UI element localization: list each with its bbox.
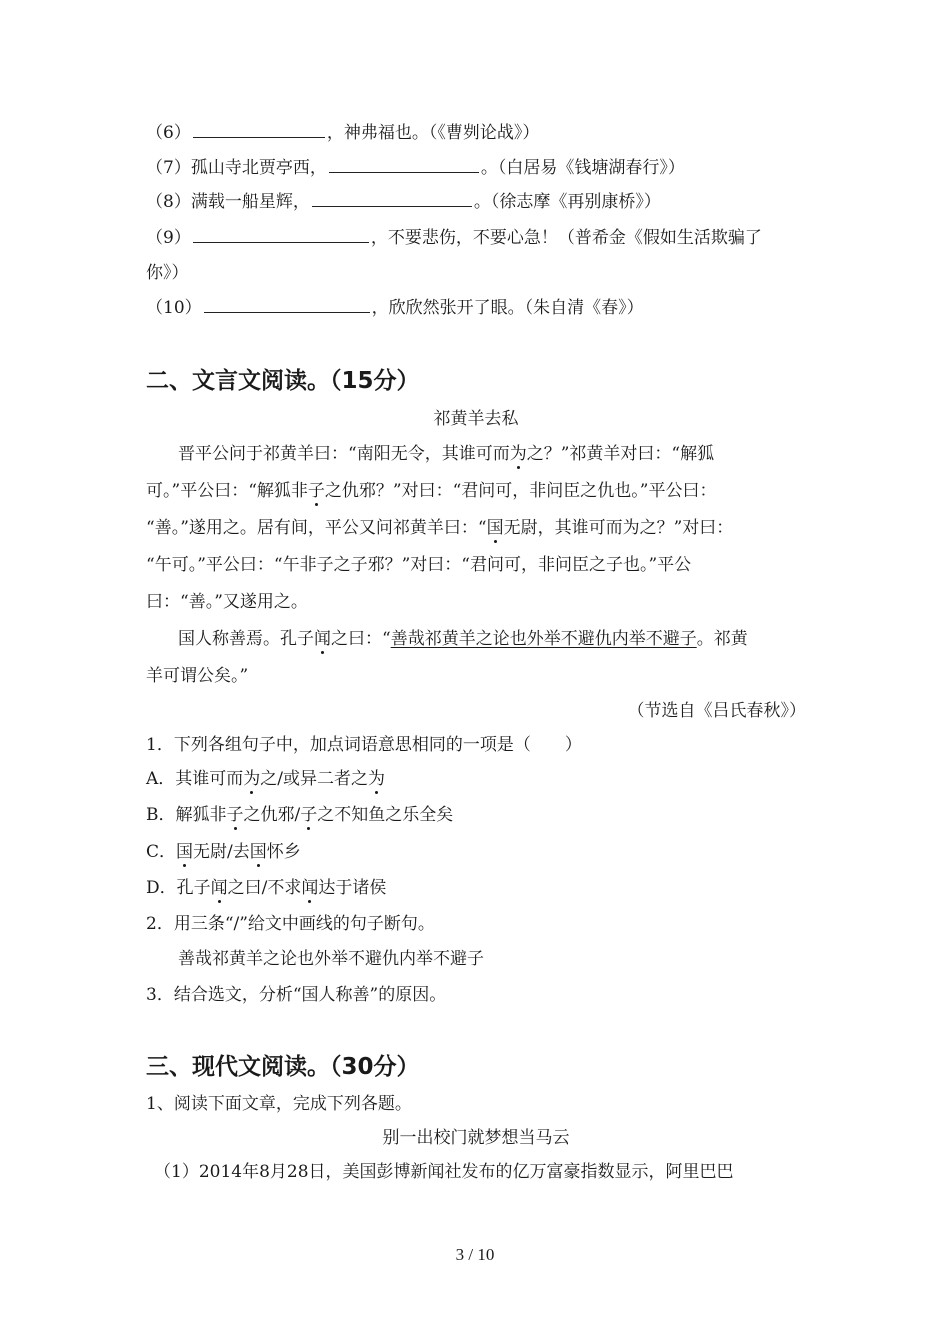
passage-line: “善。”遂用之。居有间，平公又问祁黄羊曰：“国无尉，其谁可而为之？”对曰： (146, 518, 734, 538)
passage-line: 羊可谓公矣。” (146, 666, 249, 686)
passage-line: “午可。”平公曰：“午非子之子邪？”对曰：“君问可，非问臣之子也。”平公 (146, 555, 692, 575)
section-heading: 三、现代文阅读。（30分） (146, 1054, 420, 1080)
item-text: 你》） (146, 263, 189, 283)
item-text: 。（白居易《钱塘湖春行》） (480, 158, 685, 178)
fill-item-10 (146, 296, 644, 320)
passage-title: 祁黄羊去私 (433, 409, 519, 429)
passage-line: 曰：“善。”又遂用之。 (146, 592, 308, 612)
passage-source: （节选自《吕氏春秋》） (627, 701, 806, 721)
answer-blank[interactable] (204, 296, 370, 313)
option-a[interactable]: A．其谁可而为之/或异二者之为 (146, 769, 386, 789)
answer-blank[interactable] (193, 121, 325, 138)
fill-item-6 (146, 121, 539, 145)
passage-line: 国人称善焉。孔子闻之曰：“善哉祁黄羊之论也外举不避仇内举不避子。祁黄 (178, 629, 748, 649)
section-intro: 1、阅读下面文章，完成下列各题。 (146, 1094, 412, 1114)
passage-line: 晋平公问于祁黄羊曰：“南阳无令，其谁可而为之？”祁黄羊对曰：“解狐 (178, 444, 715, 464)
question-3: 3．结合选文，分析“国人称善”的原因。 (146, 985, 447, 1005)
underlined-sentence: 善哉祁黄羊之论也外举不避仇内举不避子 (390, 629, 697, 649)
question-2: 2．用三条“/”给文中画线的句子断句。 (146, 914, 435, 934)
question-1: 1．下列各组句子中，加点词语意思相同的一项是（ ） (146, 735, 582, 755)
item-number: （8） (146, 192, 191, 212)
option-d[interactable]: D．孔子闻之曰/不求闻达于诸侯 (146, 878, 387, 898)
answer-blank[interactable] (312, 190, 472, 207)
page-number: 3 / 10 (455, 1245, 495, 1264)
option-b[interactable]: B．解狐非子之仇邪/子之不知鱼之乐全矣 (146, 805, 454, 825)
item-number: （6） (146, 123, 191, 143)
item-number: （9） (146, 228, 191, 248)
fill-item-8 (146, 190, 661, 214)
article-paragraph: （1）2014年8月28日，美国彭博新闻社发布的亿万富豪指数显示，阿里巴巴 (154, 1162, 734, 1182)
item-text: ，神弗福也。（《曹刿论战》） (326, 123, 540, 143)
item-text: ，不要悲伤，不要心急！（普希金《假如生活欺骗了 (370, 228, 762, 248)
item-text: 满载一船星辉， (190, 192, 310, 212)
passage-line: 可。”平公曰：“解狐非子之仇邪？”对曰：“君问可，非问臣之仇也。”平公曰： (146, 481, 717, 501)
answer-blank[interactable] (193, 226, 369, 243)
item-text: ，欣欣然张开了眼。（朱自清《春》） (371, 298, 644, 318)
fill-item-9-continued (146, 261, 189, 285)
option-c[interactable]: C．国无尉/去国怀乡 (146, 842, 301, 862)
item-text: 孤山寺北贾亭西， (190, 158, 327, 178)
question-2-sentence: 善哉祁黄羊之论也外举不避仇内举不避子 (178, 949, 484, 969)
item-number: （7） (146, 158, 191, 178)
item-text: 。（徐志摩《再别康桥》） (473, 192, 661, 212)
fill-item-9 (146, 226, 762, 250)
item-number: （10） (146, 298, 202, 318)
answer-blank[interactable] (329, 156, 479, 173)
section-heading: 二、文言文阅读。（15分） (146, 368, 420, 394)
fill-item-7 (146, 156, 685, 180)
article-title: 别一出校门就梦想当马云 (382, 1128, 570, 1148)
